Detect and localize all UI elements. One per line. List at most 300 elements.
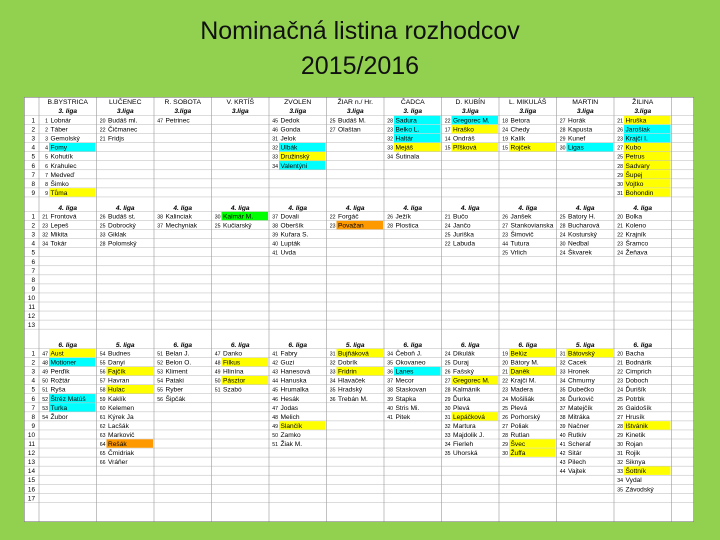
referee-name: Čmidriak — [108, 450, 135, 458]
referee-number: 23 — [329, 223, 336, 230]
referee-number: 26 — [99, 214, 106, 221]
referee-name: Filkus — [223, 359, 241, 367]
referee-number: 37 — [157, 223, 163, 230]
referee-name: Rutkiv — [568, 431, 587, 439]
referee-name: Budáš ml. — [108, 117, 138, 125]
referee-name: Cacek — [568, 359, 587, 367]
district-header: ČADCA — [400, 99, 425, 106]
referee-number: 48 — [42, 360, 48, 367]
row-number: 13 — [27, 459, 35, 467]
referee-number: 25 — [99, 223, 106, 230]
referee-name: Perďik — [50, 368, 70, 376]
referee-name: Kubo — [625, 144, 641, 152]
referee-name: Bátory M. — [510, 359, 539, 367]
referee-name: Stankovianska — [510, 222, 554, 230]
league-label: 3.liga — [231, 107, 249, 115]
referee-number: 52 — [157, 360, 163, 367]
district-header: V. KRTÍŠ — [226, 99, 255, 106]
league-label: 3.liga — [174, 107, 192, 115]
league-label: 4. liga — [58, 204, 78, 212]
referee-name: Gregorec M. — [453, 377, 490, 385]
referee-name: Janšek — [510, 213, 532, 221]
district-header: ŽILINA — [632, 99, 654, 106]
referee-name: Krajník — [625, 231, 647, 239]
referee-number: 2 — [45, 127, 48, 134]
referee-number: 33 — [272, 154, 278, 161]
district-header: MARTIN — [572, 99, 599, 106]
referee-number: 24 — [444, 351, 451, 358]
referee-name: Bucharová — [568, 222, 600, 230]
referee-name: Krajčí I. — [625, 135, 648, 143]
referee-number: 33 — [444, 432, 451, 439]
referee-name: Plevá — [453, 404, 470, 412]
referee-number: 60 — [99, 405, 106, 412]
referee-number: 34 — [42, 241, 48, 248]
referee-name: Fierleh — [453, 441, 474, 448]
referee-name: Siknya — [625, 459, 646, 467]
referee-name: Táber — [50, 126, 68, 134]
referee-name: Plostica — [395, 222, 419, 230]
referee-number: 50 — [272, 432, 278, 439]
referee-name: Tokár — [50, 240, 67, 248]
referee-name: Petrinec — [165, 117, 190, 125]
referee-number: 22 — [329, 214, 336, 221]
referee-number: 5 — [45, 154, 48, 161]
referee-number: 25 — [617, 154, 623, 161]
referee-number: 41 — [272, 351, 278, 358]
referee-name: Kosturský — [568, 231, 597, 239]
row-number: 2 — [31, 222, 35, 230]
row-number: 1 — [31, 117, 35, 125]
referee-name: Betora — [510, 117, 530, 125]
referee-number: 22 — [502, 378, 508, 385]
referee-name: Kapusta — [568, 126, 593, 134]
referee-number: 63 — [99, 432, 106, 439]
referee-name: Čeboň J. — [395, 350, 422, 358]
row-number: 9 — [31, 189, 35, 197]
referee-name: Koleno — [625, 222, 647, 230]
referee-name: Daněk — [510, 368, 530, 376]
referee-number: 28 — [559, 223, 566, 230]
referee-number: 51 — [157, 351, 163, 358]
row-number: 7 — [31, 171, 35, 179]
league-label: 5. liga — [575, 341, 595, 349]
row-number: 9 — [31, 422, 35, 430]
referee-number: 41 — [272, 250, 278, 257]
referee-number: 21 — [617, 360, 623, 367]
referee-number: 32 — [444, 423, 451, 430]
referee-number: 45 — [272, 118, 278, 125]
referee-name: Mechyniak — [165, 222, 198, 230]
referee-number: 37 — [272, 214, 278, 221]
referee-number: 40 — [272, 241, 278, 248]
referee-name: Lobnár — [50, 117, 72, 125]
row-number: 7 — [31, 267, 35, 275]
referee-number: 33 — [559, 369, 566, 376]
referee-number: 24 — [444, 223, 451, 230]
row-number: 7 — [31, 404, 35, 412]
referee-name: Švec — [510, 441, 526, 448]
league-label: 6. liga — [633, 341, 653, 349]
league-label: 4. liga — [173, 204, 193, 212]
row-number: 10 — [27, 431, 35, 439]
referee-name: Hradský — [338, 386, 363, 394]
row-number: 11 — [28, 441, 35, 448]
referee-number: 23 — [42, 223, 48, 230]
referee-number: 41 — [387, 414, 393, 421]
referee-number: 48 — [214, 360, 221, 367]
referee-name: Bučo — [453, 213, 469, 221]
referee-name: Šipčák — [165, 395, 186, 403]
referee-number: 54 — [42, 414, 48, 421]
referee-name: Giklak — [108, 231, 127, 239]
referee-name: Čičmanec — [108, 126, 138, 134]
referee-number: 29 — [559, 136, 566, 143]
referee-number: 30 — [214, 214, 221, 221]
referee-name: Haltár — [395, 135, 414, 143]
referee-name: Krahulec — [50, 162, 77, 170]
referee-name: Medveď — [50, 171, 75, 179]
referee-name: Valentýni — [280, 162, 308, 170]
referee-name: Hruška — [625, 117, 647, 125]
referee-number: 36 — [329, 396, 336, 403]
referee-name: Labuda — [453, 240, 476, 248]
referee-name: Pitek — [395, 413, 411, 421]
referee-name: Pataki — [165, 377, 184, 385]
referee-name: Fridjs — [108, 135, 125, 143]
referee-name: Vrlich — [510, 249, 527, 257]
referee-name: Hanesová — [280, 368, 311, 376]
referee-name: Guzi — [280, 359, 295, 367]
league-label: 3.liga — [346, 107, 364, 115]
referee-number: 32 — [617, 460, 623, 467]
referee-number: 43 — [559, 460, 566, 467]
referee-number: 20 — [99, 118, 106, 125]
referee-number: 31 — [617, 190, 623, 197]
referee-number: 22 — [617, 369, 623, 376]
referee-name: Hrusík — [625, 413, 645, 421]
referee-number: 36 — [387, 369, 393, 376]
referee-name: Šimko — [50, 180, 69, 188]
referee-name: Pľšková — [453, 144, 477, 152]
league-label: 4. liga — [633, 204, 653, 212]
referee-name: Kinetik — [625, 431, 646, 439]
referee-name: Nedbal — [568, 240, 589, 248]
referee-number: 27 — [617, 414, 623, 421]
league-label: 3.liga — [116, 107, 134, 115]
referee-number: 33 — [99, 232, 106, 239]
row-number: 14 — [27, 468, 35, 476]
referee-name: Danko — [223, 350, 243, 358]
referee-number: 34 — [387, 154, 393, 161]
referee-number: 34 — [387, 351, 393, 358]
referee-number: 38 — [559, 414, 566, 421]
referee-name: Mecor — [395, 377, 414, 385]
referee-name: Chmurny — [568, 377, 595, 385]
referee-number: 40 — [387, 405, 393, 412]
referee-name: Hronek — [568, 368, 590, 376]
referee-number: 19 — [502, 136, 508, 143]
referee-number: 34 — [444, 442, 451, 448]
referee-number: 55 — [99, 360, 106, 367]
referee-number: 32 — [272, 145, 278, 152]
referee-name: Lupták — [280, 240, 301, 248]
row-number: 5 — [31, 249, 35, 257]
referee-name: Chedy — [510, 126, 530, 134]
referee-number: 58 — [99, 387, 106, 394]
referee-name: Hanuska — [280, 377, 307, 385]
referee-number: 29 — [502, 442, 508, 448]
row-number: 9 — [31, 285, 35, 293]
referee-number: 47 — [272, 405, 278, 412]
referee-name: Batory H. — [568, 213, 596, 221]
referee-name: Vojtko — [625, 180, 644, 188]
referee-name: Kučiarský — [223, 222, 252, 230]
referee-number: 42 — [559, 451, 566, 458]
referee-number: 28 — [387, 118, 393, 125]
row-number: 13 — [27, 322, 35, 330]
referee-number: 28 — [617, 163, 623, 170]
referee-number: 32 — [42, 232, 48, 239]
referee-name: Mejáš — [395, 144, 414, 152]
referee-name: Hulac — [108, 386, 125, 394]
referee-name: Forgáč — [338, 213, 359, 221]
referee-number: 64 — [99, 442, 106, 448]
referee-number: 22 — [444, 241, 451, 248]
referee-name: Gonda — [280, 126, 301, 134]
referee-number: 47 — [42, 351, 48, 358]
referee-name: Rožtár — [50, 377, 70, 385]
referee-number: 44 — [272, 378, 278, 385]
referee-number: 38 — [157, 214, 163, 221]
row-number: 11 — [28, 304, 35, 311]
referee-number: 27 — [444, 378, 451, 385]
referee-name: Považan — [338, 222, 364, 230]
referee-name: Kalinciak — [165, 213, 192, 221]
referee-name: Fabry — [280, 350, 298, 358]
referee-name: Lanes — [395, 368, 414, 376]
league-label: 4. liga — [230, 204, 250, 212]
league-label: 6. liga — [173, 341, 193, 349]
referee-number: 48 — [272, 414, 278, 421]
referee-number: 23 — [502, 387, 508, 394]
referee-number: 50 — [214, 378, 221, 385]
referee-number: 35 — [444, 451, 451, 458]
referee-number: 21 — [617, 223, 623, 230]
referee-name: Sitár — [568, 450, 582, 458]
row-number: 6 — [31, 258, 35, 266]
referee-number: 54 — [157, 378, 163, 385]
referee-number: 25 — [502, 405, 508, 412]
league-label: 4. liga — [288, 204, 308, 212]
referee-number: 38 — [272, 223, 278, 230]
row-number: 8 — [31, 180, 35, 188]
referee-number: 23 — [617, 378, 623, 385]
referee-name: Stris Mi. — [395, 404, 420, 412]
referee-name: Šottník — [625, 468, 647, 476]
referee-name: Danyi — [108, 359, 125, 367]
referee-number: 30 — [559, 145, 566, 152]
referee-number: 25 — [444, 232, 451, 239]
referee-number: 62 — [99, 423, 106, 430]
referee-name: Zamko — [280, 431, 301, 439]
referee-name: Melich — [280, 413, 300, 421]
referee-number: 1 — [45, 118, 48, 125]
referee-name: Kýrek Ja — [108, 413, 134, 421]
referee-number: 31 — [559, 351, 566, 358]
referee-number: 4 — [45, 145, 48, 152]
referee-name: Vydal — [625, 477, 642, 485]
referee-name: Plevá — [510, 404, 527, 412]
league-label: 6. liga — [288, 341, 308, 349]
referee-name: Uhorská — [453, 450, 478, 458]
district-header: B.BYSTRICA — [47, 99, 88, 106]
referee-number: 19 — [502, 351, 508, 358]
referee-name: Šutinala — [395, 153, 420, 161]
referee-number: 30 — [617, 442, 623, 448]
referee-number: 30 — [617, 181, 623, 188]
referee-number: 29 — [617, 432, 623, 439]
referee-name: Gemolský — [50, 135, 80, 143]
row-number: 12 — [27, 313, 35, 321]
spreadsheet-grid — [24, 97, 694, 522]
row-number: 4 — [31, 377, 35, 385]
league-label: 4. liga — [518, 204, 538, 212]
referee-name: Dikulák — [453, 350, 475, 358]
referee-number: 25 — [329, 118, 336, 125]
referee-number: 21 — [444, 214, 451, 221]
referee-name: Šupej — [625, 171, 643, 179]
district-header: ŽIAR n./ Hr. — [337, 99, 374, 106]
referee-number: 49 — [214, 369, 221, 376]
referee-number: 46 — [272, 127, 278, 134]
row-number: 2 — [31, 126, 35, 134]
referee-name: Jodas — [280, 404, 299, 412]
referee-name: Ježík — [395, 213, 411, 221]
title-line-2: 2015/2016 — [300, 52, 420, 80]
district-header: LUČENEC — [109, 99, 142, 106]
league-label: 6. liga — [58, 341, 78, 349]
referee-number: 26 — [502, 414, 508, 421]
referee-number: 24 — [559, 232, 566, 239]
referee-number: 66 — [99, 460, 106, 467]
referee-number: 51 — [272, 442, 278, 448]
district-header: R. SOBOTA — [164, 99, 202, 106]
league-label: 4. liga — [575, 204, 595, 212]
referee-number: 41 — [559, 442, 566, 448]
referee-number: 9 — [45, 190, 48, 197]
referee-number: 32 — [559, 360, 566, 367]
referee-name: Jančo — [453, 222, 471, 230]
referee-name: Kunef — [568, 135, 586, 143]
referee-name: Fomy — [50, 144, 67, 152]
referee-name: Ligas — [568, 144, 584, 152]
referee-name: Žeňava — [625, 249, 648, 257]
referee-number: 27 — [617, 145, 623, 152]
league-label: 5. liga — [345, 341, 365, 349]
referee-name: Bolka — [625, 213, 642, 221]
referee-name: Kalmánik — [453, 386, 481, 394]
referee-name: Havran — [108, 377, 130, 385]
league-label: 6. liga — [460, 341, 480, 349]
referee-name: Frontová — [50, 213, 77, 221]
referee-number: 40 — [559, 432, 566, 439]
referee-number: 3 — [45, 136, 48, 143]
referee-number: 28 — [444, 387, 451, 394]
referee-name: Kelemen — [108, 404, 135, 412]
referee-name: Matejčík — [568, 404, 593, 412]
referee-name: Kohutík — [50, 153, 73, 161]
referee-number: 37 — [559, 405, 566, 412]
referee-name: Rešák — [108, 441, 127, 448]
row-number: 4 — [31, 144, 35, 152]
referee-number: 31 — [272, 136, 278, 143]
referee-name: Hesák — [280, 395, 300, 403]
referee-number: 34 — [617, 478, 623, 485]
referee-name: Tůma — [50, 189, 68, 197]
referee-number: 52 — [42, 396, 48, 403]
row-number: 3 — [31, 135, 35, 143]
referee-name: Belúz — [510, 350, 527, 358]
league-label: 4. liga — [403, 204, 423, 212]
referee-number: 39 — [559, 423, 566, 430]
referee-name: Hlinína — [223, 368, 244, 376]
referee-number: 25 — [214, 223, 221, 230]
referee-number: 53 — [157, 369, 163, 376]
referee-name: Ryša — [50, 386, 66, 394]
referee-name: Gaidošík — [625, 404, 652, 412]
referee-number: 55 — [157, 387, 163, 394]
referee-number: 50 — [42, 378, 48, 385]
referee-name: Belko L. — [395, 126, 420, 134]
referee-name: Dobrocký — [108, 222, 136, 230]
row-number: 5 — [31, 153, 35, 161]
referee-number: 26 — [502, 214, 508, 221]
district-header: ZVOLEN — [284, 99, 312, 106]
referee-name: Škvarek — [568, 249, 592, 257]
referee-number: 28 — [617, 423, 623, 430]
referee-name: Dobrík — [338, 359, 358, 367]
referee-number: 25 — [444, 360, 451, 367]
referee-number: 6 — [45, 163, 48, 170]
referee-number: 26 — [617, 127, 623, 134]
league-label-row — [39, 340, 694, 349]
referee-name: Ďurkovič — [568, 395, 594, 403]
referee-name: Pásztor — [223, 377, 246, 385]
referee-name: Martura — [453, 422, 476, 430]
referee-number: 28 — [559, 127, 566, 134]
referee-name: Budnes — [108, 350, 131, 358]
district-header: L. MIKULÁŠ — [509, 99, 547, 106]
referee-number: 25 — [502, 250, 508, 257]
referee-number: 30 — [444, 405, 451, 412]
league-label: 3.liga — [634, 107, 652, 115]
referee-number: 34 — [272, 163, 278, 170]
referee-name: Fridrin — [338, 368, 357, 376]
referee-number: 24 — [617, 250, 623, 257]
page-title — [0, 14, 720, 84]
referee-number: 26 — [617, 405, 623, 412]
referee-number: 23 — [387, 127, 393, 134]
nomination-spreadsheet — [24, 97, 694, 522]
referee-number: 65 — [99, 451, 106, 458]
league-label: 3. liga — [58, 107, 78, 115]
referee-number: 27 — [502, 423, 508, 430]
referee-number: 34 — [559, 378, 566, 385]
referee-number: 49 — [42, 369, 48, 376]
referee-number: 33 — [329, 369, 336, 376]
referee-number: 22 — [444, 118, 451, 125]
